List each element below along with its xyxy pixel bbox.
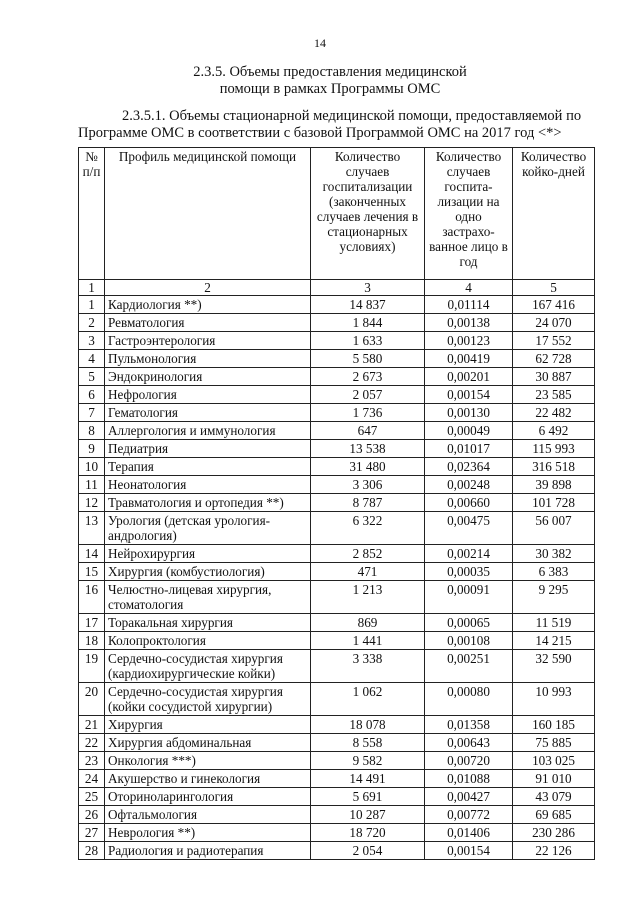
- profile-cell: Офтальмология: [105, 806, 311, 824]
- column-number: 3: [311, 280, 425, 296]
- table-row: [79, 788, 595, 806]
- per-insured-cell: 0,01017: [425, 440, 513, 458]
- bed-days-cell: 11 519: [513, 614, 595, 632]
- row-number: 20: [79, 683, 105, 716]
- bed-days-cell: 32 590: [513, 650, 595, 683]
- table-row: [79, 404, 595, 422]
- per-insured-cell: 0,00123: [425, 332, 513, 350]
- cases-cell: 5 580: [311, 350, 425, 368]
- profile-cell: Гастроэнтерология: [105, 332, 311, 350]
- header-hospitalization-cases: Количество случаев госпитализации (законченных случаев лечения в стационарных условиях): [311, 148, 425, 280]
- cases-cell: 647: [311, 422, 425, 440]
- table-row: [79, 770, 595, 788]
- page-number: 14: [314, 36, 326, 50]
- profile-cell: Сердечно-сосудистая хирургия (кардиохирургические койки): [105, 650, 311, 683]
- subsection-title: [78, 108, 598, 142]
- profile-cell: Торакальная хирургия: [105, 614, 311, 632]
- table-row: [79, 350, 595, 368]
- profile-cell: Эндокринология: [105, 368, 311, 386]
- header-cases-per-insured: Количество случаев госпита-лизации на одно застрахо-ванное лицо в год: [425, 148, 513, 280]
- profile-cell: Аллергология и иммунология: [105, 422, 311, 440]
- cases-cell: 8 787: [311, 494, 425, 512]
- bed-days-cell: 62 728: [513, 350, 595, 368]
- cases-cell: 5 691: [311, 788, 425, 806]
- table-row: [79, 734, 595, 752]
- profile-cell: Неонатология: [105, 476, 311, 494]
- bed-days-cell: 22 482: [513, 404, 595, 422]
- table-row: [79, 614, 595, 632]
- per-insured-cell: 0,00427: [425, 788, 513, 806]
- row-number: 28: [79, 842, 105, 860]
- bed-days-cell: 24 070: [513, 314, 595, 332]
- cases-cell: 14 491: [311, 770, 425, 788]
- per-insured-cell: 0,02364: [425, 458, 513, 476]
- table-row: [79, 296, 595, 314]
- row-number: 11: [79, 476, 105, 494]
- cases-cell: 2 054: [311, 842, 425, 860]
- cases-cell: 31 480: [311, 458, 425, 476]
- table-row: [79, 545, 595, 563]
- cases-cell: 1 213: [311, 581, 425, 614]
- table-row: [79, 563, 595, 581]
- profile-cell: Ревматология: [105, 314, 311, 332]
- row-number: 24: [79, 770, 105, 788]
- column-number: 5: [513, 280, 595, 296]
- profile-cell: Кардиология **): [105, 296, 311, 314]
- row-number: 10: [79, 458, 105, 476]
- table-header-row: [79, 148, 595, 280]
- bed-days-cell: 167 416: [513, 296, 595, 314]
- row-number: 3: [79, 332, 105, 350]
- cases-cell: 8 558: [311, 734, 425, 752]
- header-profile: Профиль медицинской помощи: [105, 148, 311, 280]
- table-row: [79, 458, 595, 476]
- cases-cell: 1 062: [311, 683, 425, 716]
- row-number: 19: [79, 650, 105, 683]
- cases-cell: 471: [311, 563, 425, 581]
- cases-cell: 2 852: [311, 545, 425, 563]
- profile-cell: Неврология **): [105, 824, 311, 842]
- per-insured-cell: 0,00201: [425, 368, 513, 386]
- bed-days-cell: 14 215: [513, 632, 595, 650]
- cases-cell: 1 441: [311, 632, 425, 650]
- cases-cell: 1 633: [311, 332, 425, 350]
- table-row: [79, 716, 595, 734]
- row-number: 12: [79, 494, 105, 512]
- per-insured-cell: 0,00049: [425, 422, 513, 440]
- table-row: [79, 512, 595, 545]
- per-insured-cell: 0,00643: [425, 734, 513, 752]
- row-number: 8: [79, 422, 105, 440]
- per-insured-cell: 0,00065: [425, 614, 513, 632]
- row-number: 16: [79, 581, 105, 614]
- per-insured-cell: 0,01358: [425, 716, 513, 734]
- table-row: [79, 476, 595, 494]
- bed-days-cell: 69 685: [513, 806, 595, 824]
- section-title-line-2: помощи в рамках Программы ОМС: [219, 81, 441, 97]
- per-insured-cell: 0,00720: [425, 752, 513, 770]
- table-row: [79, 386, 595, 404]
- bed-days-cell: 23 585: [513, 386, 595, 404]
- cases-cell: 14 837: [311, 296, 425, 314]
- per-insured-cell: 0,00080: [425, 683, 513, 716]
- header-bed-days: Количество койко-дней: [513, 148, 595, 280]
- per-insured-cell: 0,00154: [425, 386, 513, 404]
- row-number: 23: [79, 752, 105, 770]
- row-number: 1: [79, 296, 105, 314]
- profile-cell: Сердечно-сосудистая хирургия (койки сосудистой хирургии): [105, 683, 311, 716]
- table-row: [79, 632, 595, 650]
- header-row-number: № п/п: [79, 148, 105, 280]
- table-row: [79, 824, 595, 842]
- bed-days-cell: 9 295: [513, 581, 595, 614]
- bed-days-cell: 75 885: [513, 734, 595, 752]
- cases-cell: 2 057: [311, 386, 425, 404]
- column-number: 2: [105, 280, 311, 296]
- cases-cell: 18 078: [311, 716, 425, 734]
- cases-cell: 1 736: [311, 404, 425, 422]
- cases-cell: 18 720: [311, 824, 425, 842]
- row-number: 6: [79, 386, 105, 404]
- section-title: [90, 64, 570, 98]
- per-insured-cell: 0,00035: [425, 563, 513, 581]
- profile-cell: Акушерство и гинекология: [105, 770, 311, 788]
- subsection-title-line-1: 2.3.5.1. Объемы стационарной медицинской помощи, предоставляемой по: [122, 108, 582, 124]
- table-row: [79, 494, 595, 512]
- per-insured-cell: 0,00772: [425, 806, 513, 824]
- profile-cell: Радиология и радиотерапия: [105, 842, 311, 860]
- row-number: 7: [79, 404, 105, 422]
- row-number: 25: [79, 788, 105, 806]
- table-row: [79, 581, 595, 614]
- cases-cell: 13 538: [311, 440, 425, 458]
- table-row: [79, 332, 595, 350]
- row-number: 18: [79, 632, 105, 650]
- per-insured-cell: 0,00248: [425, 476, 513, 494]
- row-number: 9: [79, 440, 105, 458]
- row-number: 17: [79, 614, 105, 632]
- profile-cell: Челюстно-лицевая хирургия, стоматология: [105, 581, 311, 614]
- bed-days-cell: 39 898: [513, 476, 595, 494]
- profile-cell: Педиатрия: [105, 440, 311, 458]
- bed-days-cell: 316 518: [513, 458, 595, 476]
- row-number: 2: [79, 314, 105, 332]
- cases-cell: 3 306: [311, 476, 425, 494]
- profile-cell: Хирургия (комбустиология): [105, 563, 311, 581]
- bed-days-cell: 91 010: [513, 770, 595, 788]
- profile-cell: Терапия: [105, 458, 311, 476]
- per-insured-cell: 0,00108: [425, 632, 513, 650]
- cases-cell: 9 582: [311, 752, 425, 770]
- row-number: 26: [79, 806, 105, 824]
- cases-cell: 2 673: [311, 368, 425, 386]
- per-insured-cell: 0,00214: [425, 545, 513, 563]
- row-number: 13: [79, 512, 105, 545]
- per-insured-cell: 0,00154: [425, 842, 513, 860]
- bed-days-cell: 6 492: [513, 422, 595, 440]
- stationary-care-table: [78, 147, 595, 860]
- bed-days-cell: 22 126: [513, 842, 595, 860]
- table-row: [79, 314, 595, 332]
- profile-cell: Травматология и ортопедия **): [105, 494, 311, 512]
- profile-cell: Онкология ***): [105, 752, 311, 770]
- row-number: 21: [79, 716, 105, 734]
- bed-days-cell: 17 552: [513, 332, 595, 350]
- cases-cell: 10 287: [311, 806, 425, 824]
- table-row: [79, 842, 595, 860]
- per-insured-cell: 0,00091: [425, 581, 513, 614]
- profile-cell: Нефрология: [105, 386, 311, 404]
- table-row: [79, 650, 595, 683]
- cases-cell: 869: [311, 614, 425, 632]
- table-row: [79, 806, 595, 824]
- table-row: [79, 752, 595, 770]
- column-number: 4: [425, 280, 513, 296]
- bed-days-cell: 56 007: [513, 512, 595, 545]
- section-title-line-1: 2.3.5. Объемы предоставления медицинской: [193, 64, 467, 80]
- bed-days-cell: 10 993: [513, 683, 595, 716]
- cases-cell: 1 844: [311, 314, 425, 332]
- bed-days-cell: 103 025: [513, 752, 595, 770]
- bed-days-cell: 101 728: [513, 494, 595, 512]
- table-body: [79, 280, 595, 860]
- profile-cell: Хирургия абдоминальная: [105, 734, 311, 752]
- cases-cell: 3 338: [311, 650, 425, 683]
- per-insured-cell: 0,00419: [425, 350, 513, 368]
- per-insured-cell: 0,00130: [425, 404, 513, 422]
- profile-cell: Колопроктология: [105, 632, 311, 650]
- per-insured-cell: 0,00138: [425, 314, 513, 332]
- subsection-title-line-2: Программе ОМС в соответствии с базовой Программой ОМС на 2017 год <*>: [78, 125, 562, 141]
- bed-days-cell: 43 079: [513, 788, 595, 806]
- bed-days-cell: 30 382: [513, 545, 595, 563]
- per-insured-cell: 0,01406: [425, 824, 513, 842]
- bed-days-cell: 160 185: [513, 716, 595, 734]
- profile-cell: Хирургия: [105, 716, 311, 734]
- row-number: 14: [79, 545, 105, 563]
- profile-cell: Оториноларингология: [105, 788, 311, 806]
- column-number: 1: [79, 280, 105, 296]
- table-row: [79, 440, 595, 458]
- bed-days-cell: 6 383: [513, 563, 595, 581]
- profile-cell: Пульмонология: [105, 350, 311, 368]
- per-insured-cell: 0,00251: [425, 650, 513, 683]
- bed-days-cell: 30 887: [513, 368, 595, 386]
- profile-cell: Урология (детская урология-андрология): [105, 512, 311, 545]
- per-insured-cell: 0,01114: [425, 296, 513, 314]
- bed-days-cell: 115 993: [513, 440, 595, 458]
- profile-cell: Нейрохирургия: [105, 545, 311, 563]
- cases-cell: 6 322: [311, 512, 425, 545]
- table-row: [79, 368, 595, 386]
- bed-days-cell: 230 286: [513, 824, 595, 842]
- per-insured-cell: 0,00475: [425, 512, 513, 545]
- column-number-row: [79, 280, 595, 296]
- row-number: 27: [79, 824, 105, 842]
- row-number: 15: [79, 563, 105, 581]
- per-insured-cell: 0,00660: [425, 494, 513, 512]
- per-insured-cell: 0,01088: [425, 770, 513, 788]
- table-row: [79, 683, 595, 716]
- table-row: [79, 422, 595, 440]
- profile-cell: Гематология: [105, 404, 311, 422]
- row-number: 4: [79, 350, 105, 368]
- row-number: 22: [79, 734, 105, 752]
- row-number: 5: [79, 368, 105, 386]
